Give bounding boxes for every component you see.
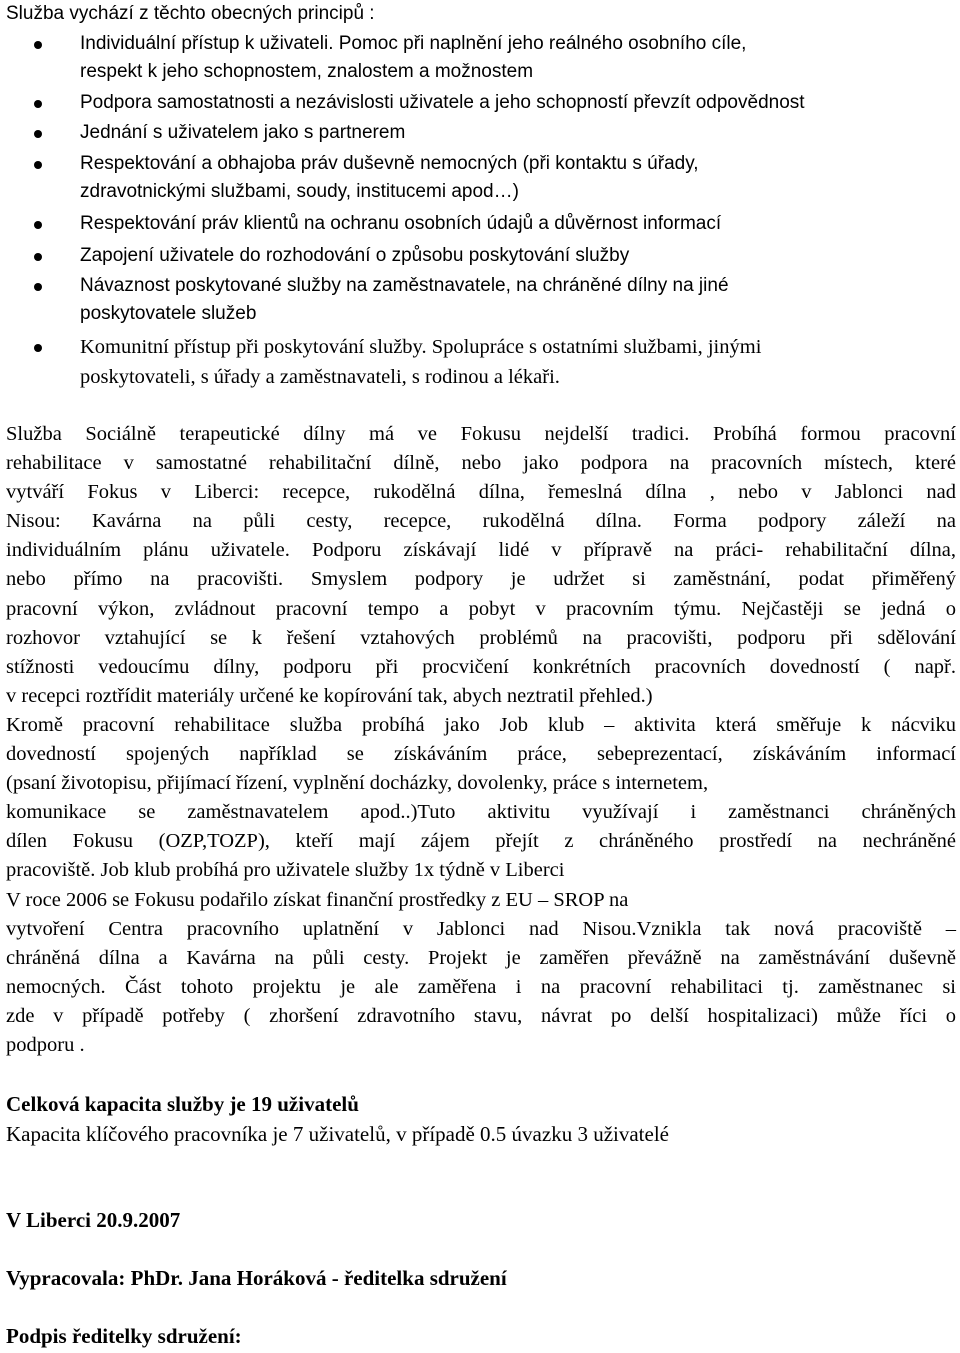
bullet-icon [34,253,42,261]
capacity-detail: Kapacita klíčového pracovníka je 7 uživatelů, v případě 0.5 úvazku 3 uživatelé [6,1122,669,1146]
place-date [6,1205,956,1235]
paragraph-line: dílen Fokusu (OZP,TOZP), kteří mají zájem přejít z chráněného prostředí na nechráněné [6,830,956,853]
principle-item [80,332,956,392]
principle-line: respekt k jeho schopnostem, znalostem a možnostem [80,61,534,82]
principle-line: zdravotnickými službami, soudy, institucemi apod…) [80,181,519,202]
capacity-heading: Celková kapacita služby je 19 uživatelů [6,1092,359,1116]
paragraph-line: V roce 2006 se Fokusu podařilo získat finanční prostředky z EU – SROP na [6,888,629,911]
paragraph-line: dovedností spojených například se získáváním práce, sebeprezentací, získáváním informací [6,743,956,766]
service-description [6,420,956,1060]
principle-line: Jednání s uživatelem jako s partnerem [80,122,406,143]
principle-item [80,119,956,147]
prepared-by-text: Vypracovala: PhDr. Jana Horáková - ředitelka sdružení [6,1266,507,1290]
paragraph-line: Kromě pracovní rehabilitace služba probíhá jako Job klub – aktivita která směřuje k nácviku [6,713,956,736]
paragraph-line: (psaní životopisu, přijímací řízení, vyplnění docházky, dovolenky, práce s internetem, [6,772,709,795]
bullet-icon [34,283,42,291]
bullet-icon [34,161,42,169]
capacity-section [6,1089,956,1149]
principle-line: Zapojení uživatele do rozhodování o způsobu poskytování služby [80,245,630,266]
principle-item [80,89,956,117]
principle-line: Návaznost poskytované služby na zaměstnavatele, na chráněné dílny na jiné [80,275,729,296]
paragraph-line: pracoviště. Job klub probíhá pro uživatele služby 1x týdně v Liberci [6,859,565,882]
prepared-by [6,1263,956,1293]
bullet-icon [34,41,42,49]
bullet-icon [34,221,42,229]
principle-line: Individuální přístup k uživateli. Pomoc při naplnění jeho reálného osobního cíle, [80,33,747,54]
principle-item [80,210,956,238]
signature-block [6,1321,956,1351]
principle-line: poskytovatele služeb [80,303,257,324]
paragraph-line: Služba Sociálně terapeutické dílny má ve Fokusu nejdelší tradici. Probíhá formou pracovní [6,423,956,445]
principle-item [80,242,956,270]
paragraph-line: rehabilitace v samostatné rehabilitační dílně, nebo jako podpora na pracovních místech, které [6,452,956,475]
bullet-icon [34,100,42,108]
principle-item [80,150,956,206]
principle-item [80,30,956,86]
principle-line: poskytovateli, s úřady a zaměstnavateli, s rodinou a lékaři. [80,366,560,388]
paragraph-line: stížnosti vedoucímu dílny, podporu při procvičení konkrétních pracovních dovedností ( např. [6,655,956,678]
principle-line: Komunitní přístup při poskytování služby. Spolupráce s ostatními službami, jinými [80,336,762,358]
paragraph-line: komunikace se zaměstnavatelem apod..)Tuto aktivitu využívají i zaměstnanci chráněných [6,801,956,824]
principle-line: Respektování práv klientů na ochranu osobních údajů a důvěrnost informací [80,213,722,234]
paragraph-line: individuálním plánu uživatele. Podporu získávají lidé v přípravě na práci- rehabilitační dílna, [6,539,956,562]
principle-line: Respektování a obhajoba práv duševně nemocných (při kontaktu s úřady, [80,153,699,174]
signature-label: Podpis ředitelky sdružení: [6,1324,242,1348]
bullet-icon [34,130,42,138]
principle-line: Podpora samostatnosti a nezávislosti uživatele a jeho schopností převzít odpovědnost [80,92,805,113]
place-date-text: V Liberci 20.9.2007 [6,1208,181,1232]
paragraph-line: v recepci roztřídit materiály určené ke kopírování tak, abych neztratil přehled.) [6,684,653,707]
paragraph-line: vytváří Fokus v Liberci: recepce, rukodělná dílna, řemeslná dílna , nebo v Jablonci nad [6,481,956,504]
paragraph-line: pracovní výkon, zvládnout pracovní tempo a pobyt v pracovním týmu. Nejčastěji se jedná o [6,597,956,620]
paragraph-line: podporu . [6,1033,85,1056]
principle-item [80,272,956,328]
principles-intro: Služba vychází z těchto obecných principů : [6,3,375,24]
paragraph-line: vytvoření Centra pracovního uplatnění v Jablonci nad Nisou.Vznikla tak nová pracoviště – [6,917,956,940]
paragraph-line: nemocných. Část tohoto projektu je ale zaměřena i na pracovní rehabilitaci tj. zaměstnanec si [6,975,956,998]
paragraph-line: zde v případě potřeby ( zhoršení zdravotního stavu, návrat po delší hospitalizaci) může říci o [6,1004,956,1027]
bullet-icon [34,344,42,352]
paragraph-line: rozhovor vztahující se k řešení vztahových problémů na pracovišti, podporu při sdělování [6,626,956,649]
paragraph-line: nebo přímo na pracovišti. Smyslem podpory je udržet si zaměstnání, podat přiměřený [6,568,956,591]
paragraph-line: chráněná dílna a Kavárna na půli cesty. Projekt je zaměřen převážně na zaměstnávání duševně [6,946,956,969]
paragraph-line: Nisou: Kavárna na půli cesty, recepce, rukodělná dílna. Forma podpory záleží na [6,510,956,533]
